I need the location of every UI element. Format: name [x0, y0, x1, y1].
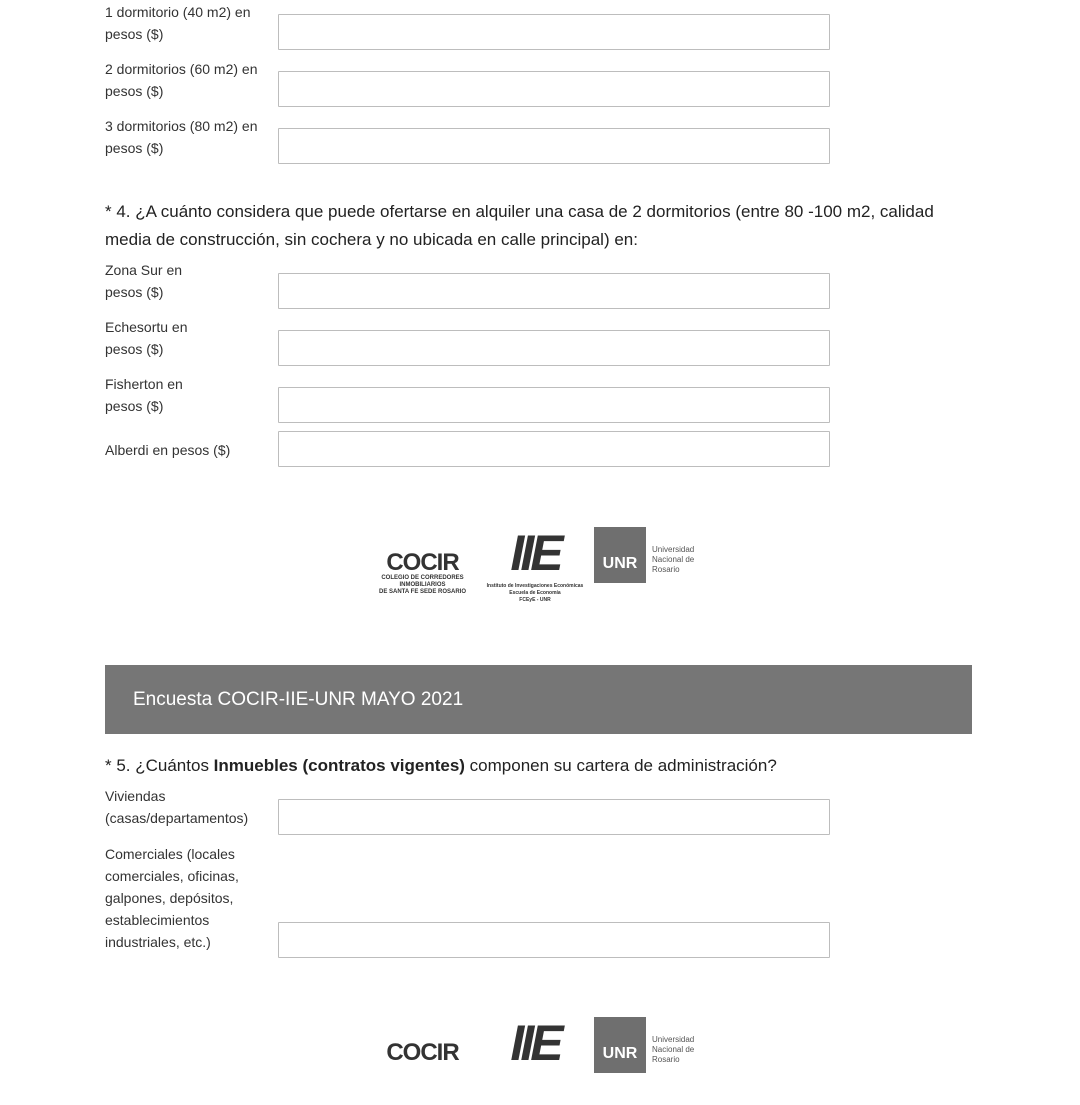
zona-sur-input[interactable]	[278, 273, 830, 309]
unr-logo-text: Universidad Nacional de Rosario	[652, 1035, 695, 1064]
field-label: Fisherton en pesos ($)	[105, 376, 183, 414]
cocir-logo-text: COCIR	[386, 1039, 459, 1066]
unr-logo: UNR	[594, 1017, 646, 1073]
2-dormitorios-input[interactable]	[278, 71, 830, 107]
field-label: Comerciales (locales comerciales, oficinas, galpones, depósitos, establecimientos industriales, etc.)	[105, 846, 239, 950]
iie-logo	[480, 515, 590, 604]
cocir-logo	[375, 1005, 470, 1065]
3-dormitorios-input[interactable]	[278, 128, 830, 164]
iie-logo-text: IIE	[510, 525, 560, 581]
question-5	[105, 752, 965, 780]
unr-logo: UNR	[594, 527, 646, 583]
field-label: 2 dormitorios (60 m2) en pesos ($)	[105, 61, 258, 99]
cocir-logo-text: COCIR	[386, 549, 459, 576]
iie-logo	[480, 1005, 590, 1073]
field-label: Alberdi en pesos ($)	[105, 442, 231, 458]
field-label: 1 dormitorio (40 m2) en pesos ($)	[105, 4, 251, 42]
viviendas-input[interactable]	[278, 799, 830, 835]
iie-sub: FCEyE - UNR	[519, 597, 551, 603]
1-dormitorio-input[interactable]	[278, 14, 830, 50]
section-banner: Encuesta COCIR-IIE-UNR MAYO 2021	[105, 665, 972, 734]
field-label: 3 dormitorios (80 m2) en pesos ($)	[105, 118, 258, 156]
sponsor-logos	[375, 515, 705, 615]
cocir-sub: COLEGIO DE CORREDORES INMOBILIARIOS	[381, 575, 464, 588]
cocir-sub: DE SANTA FE SEDE ROSARIO	[378, 589, 466, 595]
field-label: Echesortu en pesos ($)	[105, 319, 188, 357]
alberdi-input[interactable]	[278, 431, 830, 467]
cocir-logo	[375, 515, 470, 596]
q5-bold: Inmuebles (contratos vigentes)	[213, 756, 465, 775]
field-label: Viviendas (casas/departamentos)	[105, 788, 249, 826]
comerciales-input[interactable]	[278, 922, 830, 958]
q5-prefix: * 5. ¿Cuántos	[105, 756, 214, 775]
iie-sub: Escuela de Economía	[509, 590, 561, 596]
field-label: Zona Sur en pesos ($)	[105, 262, 183, 300]
unr-logo-text: Universidad Nacional de Rosario	[652, 545, 695, 574]
sponsor-logos	[375, 1005, 705, 1105]
iie-logo-text: IIE	[510, 1015, 560, 1071]
q5-suffix: componen su cartera de administración?	[464, 756, 777, 775]
question-4: * 4. ¿A cuánto considera que puede ofertarse en alquiler una casa de 2 dormitorios (entre 80 -100 m2, calidad media de construcción, sin cochera y no ubicada en calle principal) en:	[105, 202, 934, 249]
fisherton-input[interactable]	[278, 387, 830, 423]
echesortu-input[interactable]	[278, 330, 830, 366]
iie-sub: Instituto de Investigaciones Económicas	[486, 583, 584, 589]
